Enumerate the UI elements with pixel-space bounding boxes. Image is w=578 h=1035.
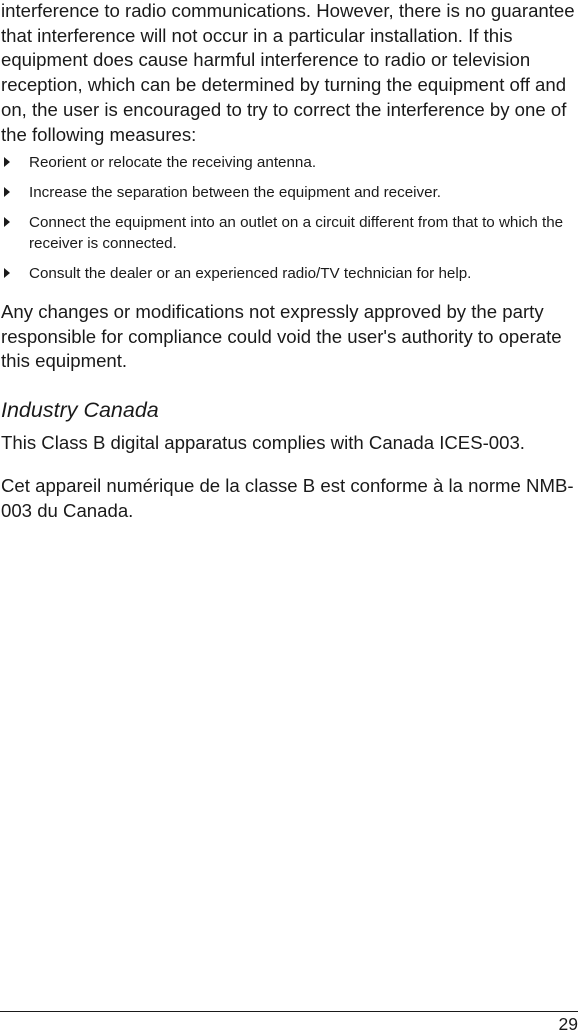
list-item-text: Connect the equipment into an outlet on a circuit different from that to which the receiver is connected. <box>29 214 564 252</box>
intro-paragraph: interference to radio communications. However, there is no guarantee that interference will not occur in a particular installation. If this equipment does cause harmful interference to radio or television reception, which can be determined by turning the equipment off and on, the user is encouraged to try to correct the interference by one of the following measures: <box>1 0 575 145</box>
nmb-compliance-paragraph: Cet appareil numérique de la classe B est conforme à la norme NMB-003 du Canada. <box>1 475 574 521</box>
list-item-text: Reorient or relocate the receiving antenna. <box>29 154 317 171</box>
section-heading: Industry Canada <box>1 398 159 422</box>
footer-divider <box>0 1011 578 1012</box>
list-item-text: Consult the dealer or an experienced radio/TV technician for help. <box>29 265 472 282</box>
list-item <box>0 182 578 203</box>
list-item <box>0 263 578 284</box>
list-item-text: Increase the separation between the equipment and receiver. <box>29 184 442 201</box>
triangle-bullet-icon <box>4 187 10 197</box>
changes-paragraph: Any changes or modifications not expressly approved by the party responsible for compliance could void the user's authority to operate this equipment. <box>1 301 562 372</box>
triangle-bullet-icon <box>4 217 10 227</box>
triangle-bullet-icon <box>4 268 10 278</box>
list-item <box>0 152 578 173</box>
page-number: 29 <box>558 1014 578 1034</box>
ices-compliance-paragraph: This Class B digital apparatus complies with Canada ICES-003. <box>1 432 525 453</box>
measures-list <box>0 152 578 293</box>
list-item <box>0 212 578 254</box>
triangle-bullet-icon <box>4 157 10 167</box>
